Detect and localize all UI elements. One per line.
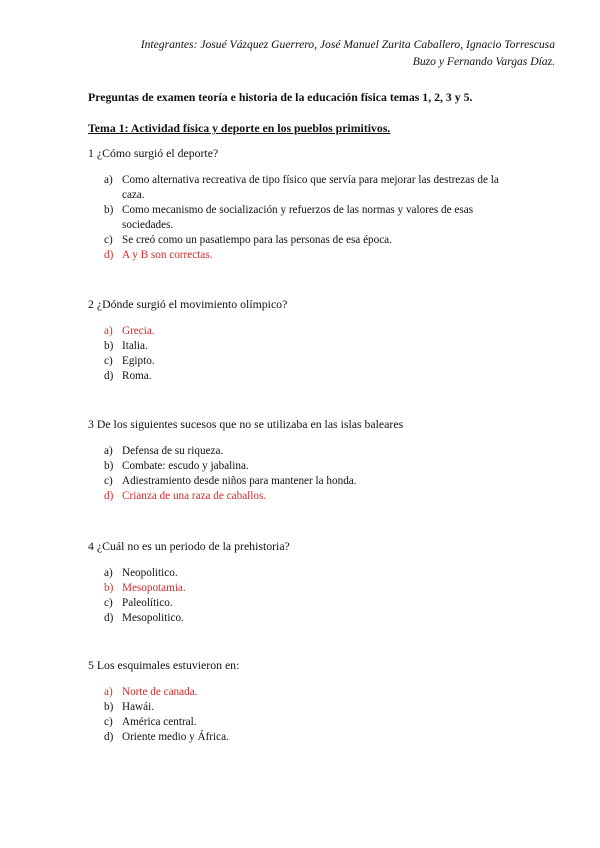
option-text: A y B son correctas. [122, 249, 213, 261]
section-title: Tema 1: Actividad física y deporte en los pueblos primitivos. [88, 121, 391, 135]
question-4 [88, 539, 558, 626]
option-letter: b) [104, 460, 114, 472]
authors-line-2: Buzo y Fernando Vargas Díaz. [412, 55, 555, 68]
option-letter: b) [104, 701, 114, 713]
option-b [88, 459, 558, 474]
question-3 [88, 417, 558, 504]
question-5 [88, 658, 558, 745]
option-b-correct [88, 581, 558, 596]
option-text: Como mecanismo de socialización y refuerzos de las normas y valores de esas sociedades. [122, 204, 474, 231]
option-text: Egipto. [122, 355, 155, 367]
option-a-correct [88, 324, 558, 339]
option-d-correct [88, 489, 558, 504]
option-c [88, 715, 558, 730]
question-text: 1 ¿Cómo surgió el deporte? [88, 146, 219, 160]
option-letter: d) [104, 370, 114, 382]
question-text: 2 ¿Dónde surgió el movimiento olímpico? [88, 297, 288, 311]
option-c [88, 596, 558, 611]
option-text: Defensa de su riqueza. [122, 445, 224, 457]
option-list [88, 444, 558, 504]
option-letter: c) [104, 475, 113, 487]
option-text: Crianza de una raza de caballos. [122, 490, 267, 502]
option-a-correct [88, 685, 558, 700]
option-letter: a) [104, 445, 113, 457]
question-text: 4 ¿Cuál no es un periodo de la prehistoria? [88, 539, 290, 553]
option-text: Mesopotamia. [122, 582, 186, 594]
option-text: Como alternativa recreativa de tipo físico que servía para mejorar las destrezas de la caza. [122, 174, 499, 201]
option-text: Se creó como un pasatiempo para las personas de esa época. [122, 234, 392, 246]
question-2 [88, 297, 558, 384]
option-list [88, 685, 558, 745]
option-text: Norte de canada. [122, 686, 198, 698]
option-letter: a) [104, 325, 113, 337]
option-text: Italia. [122, 340, 148, 352]
question-text: 3 De los siguientes sucesos que no se utilizaba en las islas baleares [88, 417, 404, 431]
option-text: Mesopolitico. [122, 612, 184, 624]
option-a [88, 173, 558, 203]
option-d-correct [88, 248, 558, 263]
option-letter: b) [104, 340, 114, 352]
option-letter: b) [104, 204, 114, 216]
option-d [88, 369, 558, 384]
question-text: 5 Los esquimales estuvieron en: [88, 658, 240, 672]
option-text: Paleolítico. [122, 597, 173, 609]
option-text: Adiestramiento desde niños para mantener la honda. [122, 475, 357, 487]
option-c [88, 233, 558, 248]
option-letter: a) [104, 686, 113, 698]
option-letter: a) [104, 174, 113, 186]
option-letter: a) [104, 567, 113, 579]
option-text: Roma. [122, 370, 152, 382]
option-text: Combate: escudo y jabalina. [122, 460, 249, 472]
option-text: América central. [122, 716, 197, 728]
option-a [88, 444, 558, 459]
option-d [88, 611, 558, 626]
option-b [88, 339, 558, 354]
option-letter: c) [104, 355, 113, 367]
option-letter: d) [104, 731, 114, 743]
option-c [88, 354, 558, 369]
document-heading: Preguntas de examen teoría e historia de la educación física temas 1, 2, 3 y 5. [88, 90, 473, 104]
option-b [88, 700, 558, 715]
option-d [88, 730, 558, 745]
option-letter: d) [104, 249, 114, 261]
option-list [88, 324, 558, 384]
option-c [88, 474, 558, 489]
option-text: Neopolitico. [122, 567, 178, 579]
option-text: Oriente medio y África. [122, 731, 229, 743]
option-list [88, 566, 558, 626]
authors-line-1: Integrantes: Josué Vázquez Guerrero, José Manuel Zurita Caballero, Ignacio Torrescusa [140, 38, 555, 51]
option-letter: b) [104, 582, 114, 594]
authors-header [60, 36, 555, 70]
option-letter: d) [104, 490, 114, 502]
option-b [88, 203, 558, 233]
question-1 [88, 146, 558, 263]
option-letter: c) [104, 597, 113, 609]
option-text: Hawái. [122, 701, 154, 713]
option-letter: c) [104, 234, 113, 246]
option-list [88, 173, 558, 263]
option-letter: d) [104, 612, 114, 624]
option-letter: c) [104, 716, 113, 728]
option-a [88, 566, 558, 581]
option-text: Grecia. [122, 325, 155, 337]
